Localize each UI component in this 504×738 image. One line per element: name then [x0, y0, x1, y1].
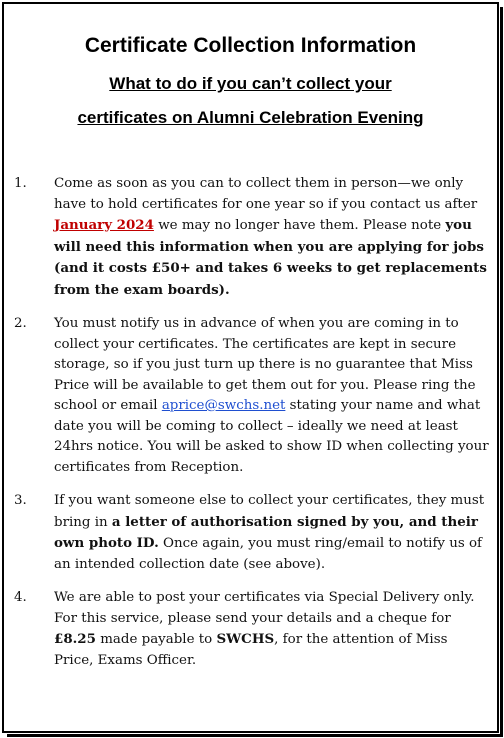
list-item-4 [14, 588, 489, 671]
item-number: 3. [14, 493, 27, 508]
item-text [54, 588, 489, 671]
authorisation-requirement: a letter of authorisation signed by you, and their own photo ID. [54, 513, 478, 551]
text-segment: We are able to post your certificates via Special Delivery only. For this service, please send your details and a cheque for [54, 590, 475, 626]
item-text [54, 491, 489, 575]
text-segment: If you want someone else to collect your certificates, they must bring in [54, 493, 485, 530]
text-segment: we may no longer have them. Please note [153, 218, 446, 233]
text-segment: Once again, you must ring/email to notify us of an intended collection date (see above). [54, 536, 482, 572]
important-note: you will need this information when you are applying for jobs (and it costs £50+ and takes 6 weeks to get replacements from the exam boards). [54, 217, 487, 298]
text-segment: stating your name and what date you will be coming to collect – ideally we need at least 24hrs notice. You will be asked to show ID when collecting your certificates from Reception. [54, 398, 489, 475]
list-item-2 [14, 314, 489, 478]
instructions-list [14, 174, 489, 684]
item-number: 1. [14, 176, 27, 191]
item-text [54, 174, 489, 301]
page-title: Certificate Collection Information [84, 34, 417, 57]
list-item-1 [14, 174, 489, 301]
postage-amount: £8.25 [54, 631, 96, 647]
text-segment: , for the attention of Miss Price, Exams Officer. [54, 632, 448, 668]
item-text [54, 314, 489, 478]
text-segment: made payable to [95, 632, 217, 647]
subtitle-line-2: certificates on Alumni Celebration Evening [77, 108, 424, 127]
list-item-3 [14, 491, 489, 575]
deadline-date: January 2024 [54, 217, 154, 233]
payee-name: SWCHS [216, 631, 275, 647]
subtitle-line-1: What to do if you can’t collect your [109, 74, 392, 93]
text-segment: You must notify us in advance of when you are coming in to collect your certificates. The certificates are kept in secure storage, so if you just turn up there is no guarantee that Miss Price will be available to get them out for you. Please ring the school or email [54, 316, 476, 413]
email-link[interactable]: aprice@swchs.net [161, 398, 286, 413]
item-number: 4. [14, 590, 27, 605]
item-number: 2. [14, 316, 27, 331]
text-segment: Come as soon as you can to collect them in person—we only have to hold certificates for one year so if you contact us after [54, 176, 478, 212]
document-frame [2, 2, 499, 733]
